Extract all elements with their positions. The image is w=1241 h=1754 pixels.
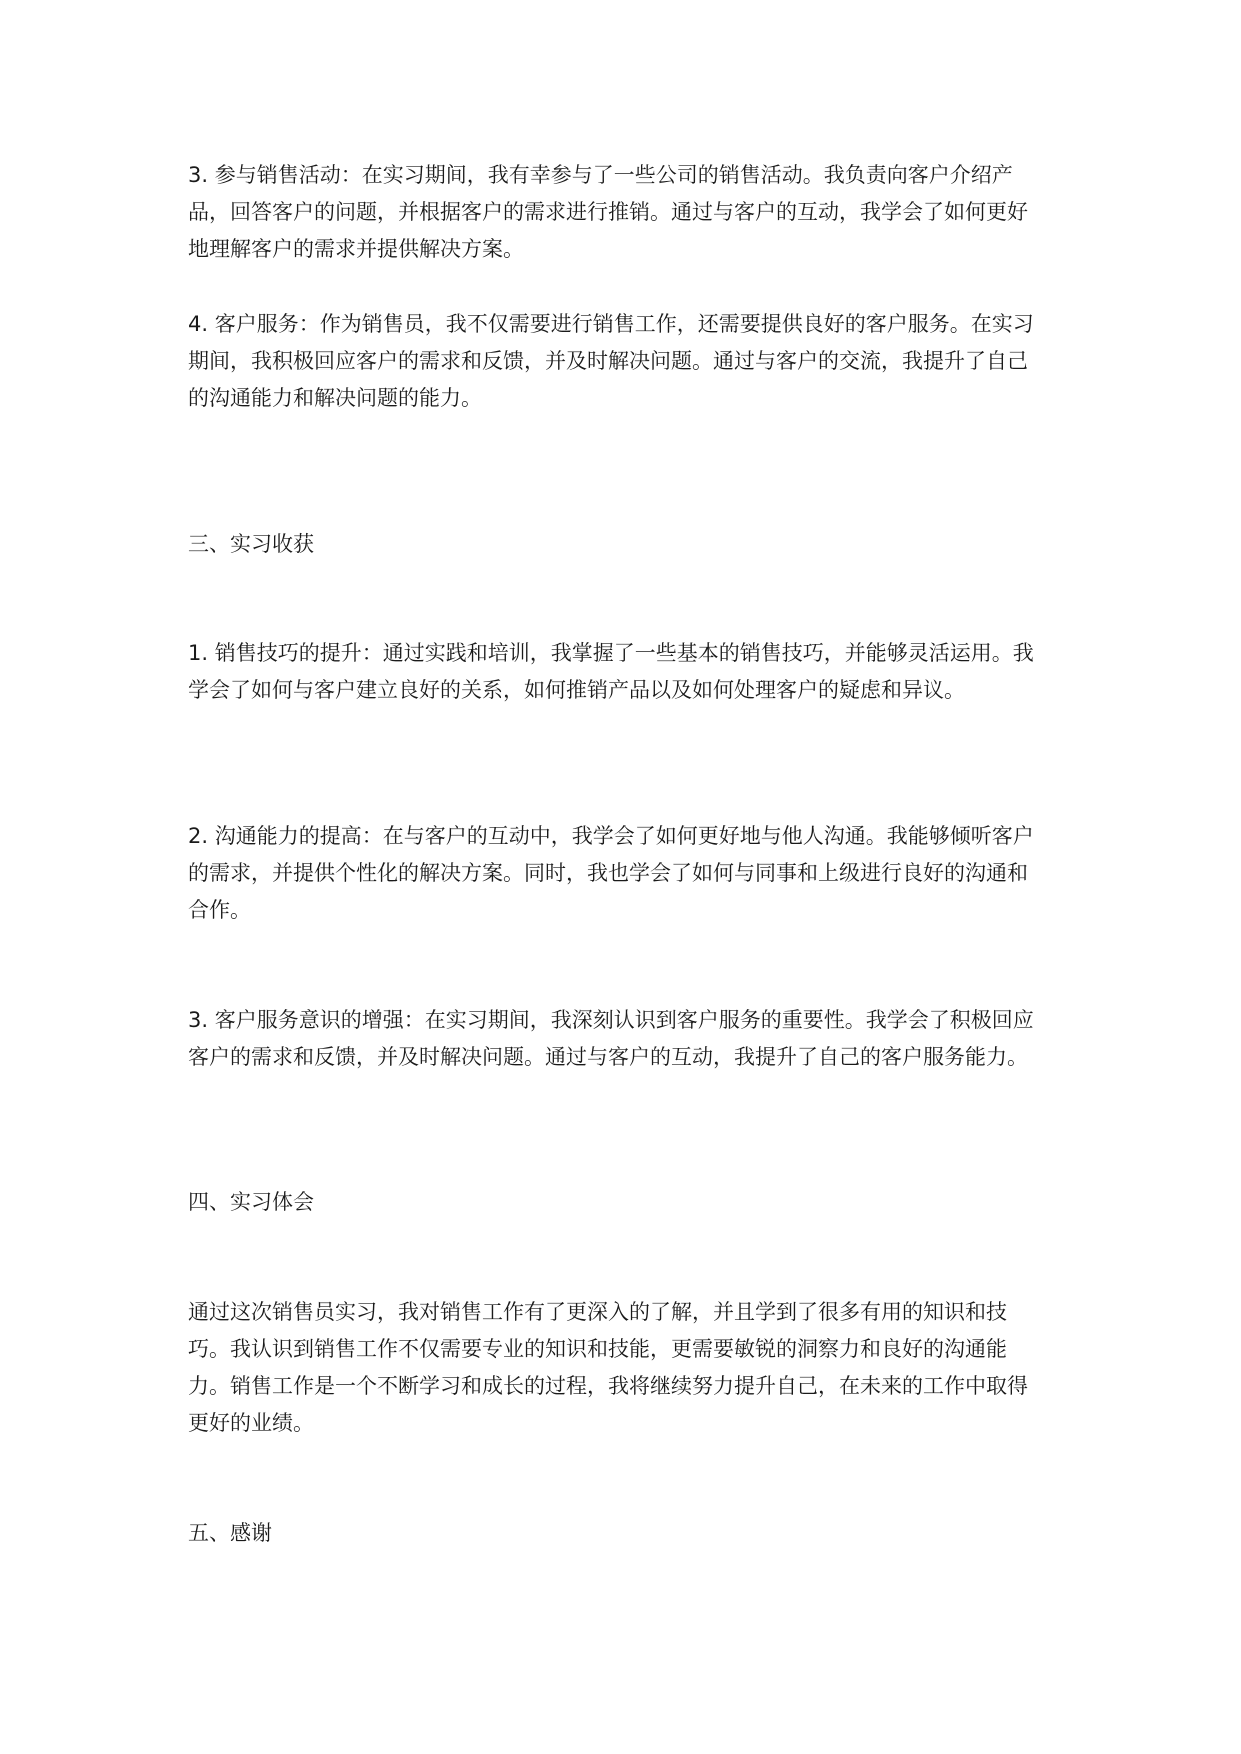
paragraph-communication: 2. 沟通能力的提高：在与客户的互动中，我学会了如何更好地与他人沟通。我能够倾听客户的需求，并提供个性化的解决方案。同时，我也学会了如何与同事和上级进行良好的沟通和合作。: [188, 824, 1034, 922]
paragraph-service-awareness: 3. 客户服务意识的增强：在实习期间，我深刻认识到客户服务的重要性。我学会了积极回应客户的需求和反馈，并及时解决问题。通过与客户的互动，我提升了自己的客户服务能力。: [188, 1008, 1034, 1069]
paragraph-customer-service: 4. 客户服务：作为销售员，我不仅需要进行销售工作，还需要提供良好的客户服务。在实习期间，我积极回应客户的需求和反馈，并及时解决问题。通过与客户的交流，我提升了自己的沟通能力和解决问题的能力。: [188, 312, 1034, 410]
section-heading-experience: 四、实习体会: [188, 1190, 314, 1214]
section-heading-gains: 三、实习收获: [188, 532, 314, 556]
paragraph-sales-skills: 1. 销售技巧的提升：通过实践和培训，我掌握了一些基本的销售技巧，并能够灵活运用。我学会了如何与客户建立良好的关系，如何推销产品以及如何处理客户的疑虑和异议。: [188, 641, 1034, 702]
document-page: [188, 0, 1048, 1754]
paragraph-sales-activities: 3. 参与销售活动：在实习期间，我有幸参与了一些公司的销售活动。我负责向客户介绍产品，回答客户的问题，并根据客户的需求进行推销。通过与客户的互动，我学会了如何更好地理解客户的需求并提供解决方案。: [188, 163, 1028, 261]
paragraph-experience: 通过这次销售员实习，我对销售工作有了更深入的了解，并且学到了很多有用的知识和技巧。我认识到销售工作不仅需要专业的知识和技能，更需要敏锐的洞察力和良好的沟通能力。销售工作是一个不断学习和成长的过程，我将继续努力提升自己，在未来的工作中取得更好的业绩。: [188, 1300, 1028, 1435]
section-heading-thanks: 五、感谢: [188, 1521, 272, 1545]
